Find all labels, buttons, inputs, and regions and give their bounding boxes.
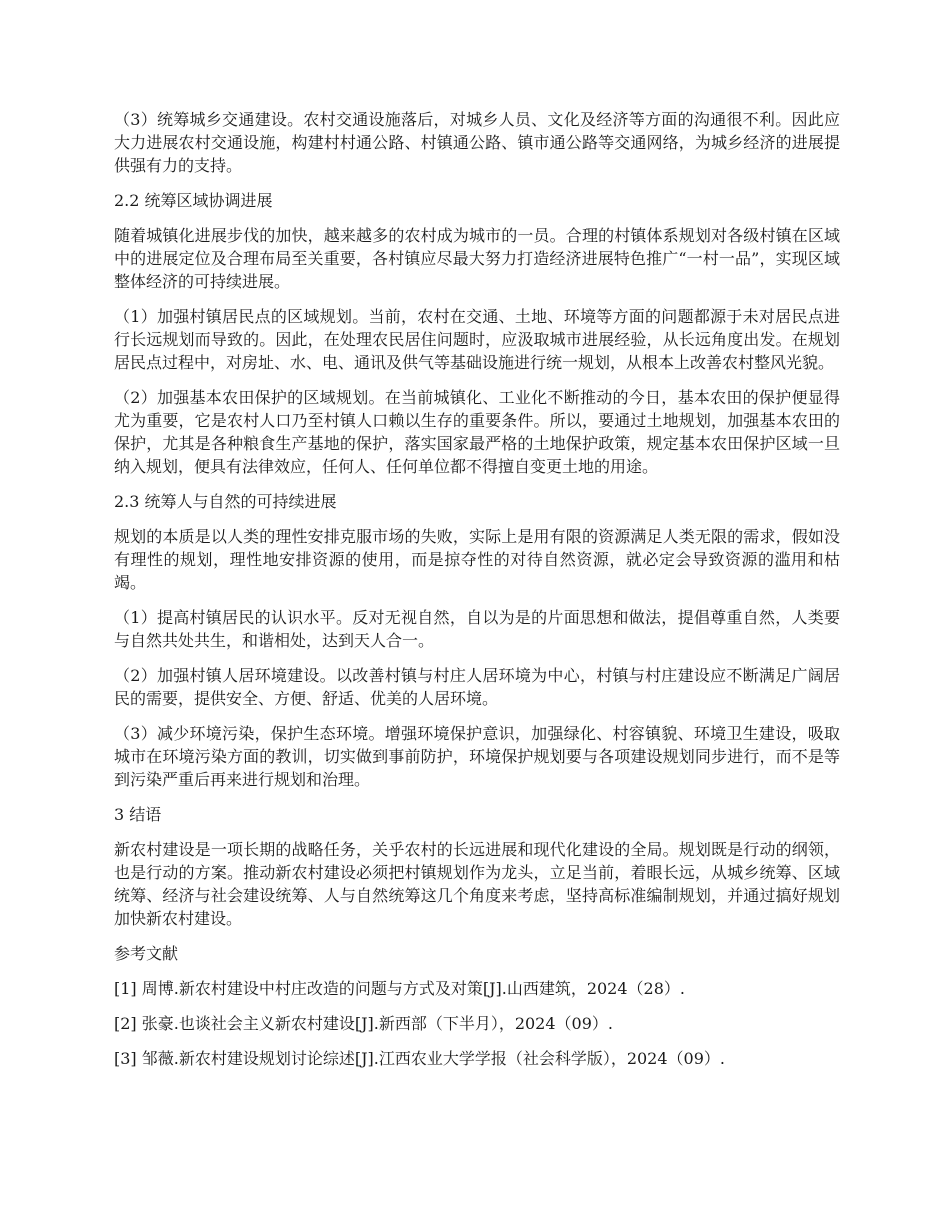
paragraph-awareness: （1）提高村镇居民的认识水平。反对无视自然，自以为是的片面思想和做法，提倡尊重自然，人类要与自然共处共生，和谐相处，达到天人合一。 — [114, 608, 840, 650]
document-page — [114, 108, 840, 1082]
paragraph-residential-planning: （1）加强村镇居民点的区域规划。当前，农村在交通、土地、环境等方面的问题都源于未对居民点进行长远规划而导致的。因此，在处理农民居住问题时，应汲取城市进展经验，从长远角度出发。在规划居民点过程中，对房址、水、电、通讯及供气等基础设施进行统一规划，从根本上改善农村整风光貌。 — [114, 307, 840, 372]
section-heading-2-2: 2.2 统筹区域协调进展 — [114, 191, 273, 210]
reference-item-3: [3] 邹薇.新农村建设规划讨论综述[J].江西农业大学学报（社会科学版），2024（09）. — [114, 1049, 725, 1068]
paragraph-pollution: （3）减少环境污染，保护生态环境。增强环境保护意识，加强绿化、村容镇貌、环境卫生建设，吸取城市在环境污染方面的教训，切实做到事前防护，环境保护规划要与各项建设规划同步进行，而不是等到污染严重后再来进行规划和治理。 — [114, 724, 840, 789]
section-heading-2-3: 2.3 统筹人与自然的可持续进展 — [114, 492, 337, 511]
paragraph-conclusion: 新农村建设是一项长期的战略任务，关乎农村的长远进展和现代化建设的全局。规划既是行动的纲领，也是行动的方案。推动新农村建设必须把村镇规划作为龙头，立足当前，着眼长远，从城乡统筹、区域统筹、经济与社会建设统筹、人与自然统筹这几个角度来考虑，坚持高标准编制规划，并通过搞好规划加快新农村建设。 — [114, 840, 840, 928]
section-heading-conclusion: 3 结语 — [114, 805, 162, 824]
paragraph-farmland-protection: （2）加强基本农田保护的区域规划。在当前城镇化、工业化不断推动的今日，基本农田的保护便显得尤为重要，它是农村人口乃至村镇人口赖以生存的重要条件。所以，要通过土地规划，加强基本农田的保护，尤其是各种粮食生产基地的保护，落实国家最严格的土地保护政策，规定基本农田保护区域一旦纳入规划，便具有法律效应，任何人、任何单位都不得擅自变更土地的用途。 — [114, 388, 840, 476]
paragraph-urbanization: 随着城镇化进展步伐的加快，越来越多的农村成为城市的一员。合理的村镇体系规划对各级村镇在区域中的进展定位及合理布局至关重要，各村镇应尽最大努力打造经济进展特色推广“一村一品”，实现区域整体经济的可持续进展。 — [114, 226, 840, 291]
paragraph-rural-transport: （3）统筹城乡交通建设。农村交通设施落后，对城乡人员、文化及经济等方面的沟通很不利。因此应大力进展农村交通设施，构建村村通公路、村镇通公路、镇市通公路等交通网络，为城乡经济的进展提供强有力的支持。 — [114, 110, 840, 175]
reference-item-1: [1] 周博.新农村建设中村庄改造的问题与方式及对策[J].山西建筑，2024（28）. — [114, 979, 685, 998]
references-heading: 参考文献 — [114, 944, 179, 963]
reference-item-2: [2] 张豪.也谈社会主义新农村建设[J].新西部（下半月），2024（09）. — [114, 1014, 613, 1033]
paragraph-living-environment: （2）加强村镇人居环境建设。以改善村镇与村庄人居环境为中心，村镇与村庄建设应不断满足广阔居民的需要，提供安全、方便、舒适、优美的人居环境。 — [114, 666, 840, 708]
paragraph-planning-essence: 规划的本质是以人类的理性安排克服市场的失败，实际上是用有限的资源满足人类无限的需求，假如没有理性的规划，理性地安排资源的使用，而是掠夺性的对待自然资源，就必定会导致资源的滥用和枯竭。 — [114, 527, 840, 592]
